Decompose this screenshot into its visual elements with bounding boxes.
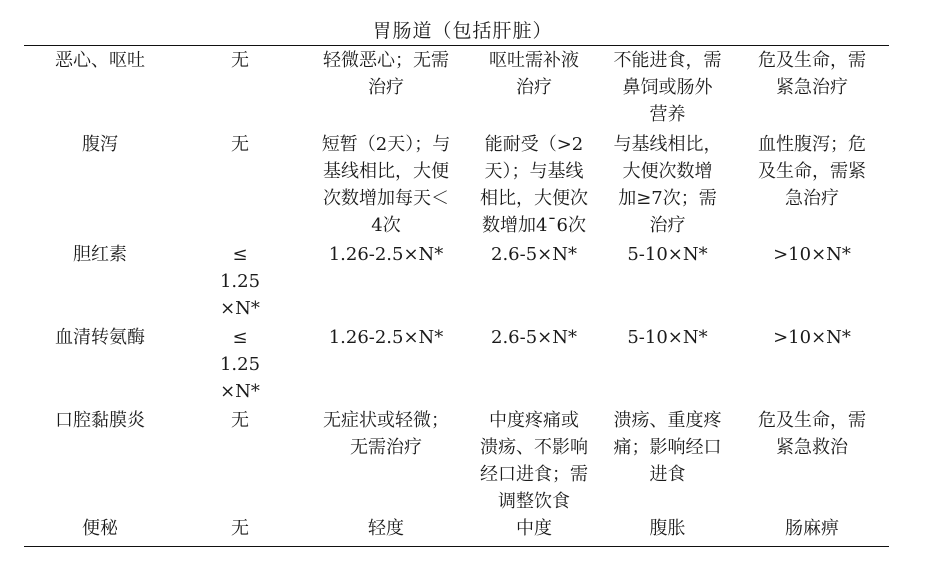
table-row-serum-transaminase <box>24 324 889 407</box>
grade-1-cell: 1.26-2.5×N* <box>328 244 444 265</box>
row-name-cell: 口腔黏膜炎 <box>55 410 145 431</box>
grade-0-cell: 无 <box>231 410 249 431</box>
top-rule <box>24 45 889 46</box>
grade-2-cell: 2.6-5×N* <box>491 244 577 265</box>
grade-0-cell: ≤ 1.25 ×N* <box>219 327 261 402</box>
grade-1-cell: 轻微恶心；无需 治疗 <box>323 50 449 98</box>
grade-3-cell: 溃疡、重度疼 痛；影响经口 进食 <box>613 410 722 485</box>
grade-1-cell: 1.26-2.5×N* <box>328 327 444 348</box>
table-row-constipation <box>24 515 889 542</box>
row-name-cell: 腹泻 <box>82 134 118 155</box>
grade-4-cell: >10×N* <box>773 244 851 265</box>
grade-3-cell: 5-10×N* <box>627 244 708 265</box>
row-name-cell: 血清转氨酶 <box>55 327 145 348</box>
grade-2-cell: 呕吐需补液 治疗 <box>489 50 579 98</box>
row-name-cell: 胆红素 <box>73 244 127 265</box>
grade-2-cell: 中度疼痛或 溃疡、不影响 经口进食；需 调整饮食 <box>480 410 588 512</box>
grade-4-cell: 血性腹泻；危 及生命，需紧 急治疗 <box>758 134 866 209</box>
toxicity-grading-table <box>24 47 889 542</box>
table-row-diarrhea <box>24 131 889 241</box>
table-section-title: 胃肠道（包括肝脏） <box>372 20 553 42</box>
table-row-oral-mucositis <box>24 407 889 515</box>
grade-4-cell: 危及生命，需 紧急救治 <box>758 410 866 458</box>
grade-0-cell: 无 <box>231 134 249 155</box>
grade-0-cell: 无 <box>231 518 249 539</box>
grade-1-cell: 无症状或轻微； 无需治疗 <box>323 410 449 458</box>
grade-1-cell: 轻度 <box>368 518 404 539</box>
grade-4-cell: 肠麻痹 <box>785 518 839 539</box>
row-name-cell: 便秘 <box>82 518 118 539</box>
grade-2-cell: 2.6-5×N* <box>491 327 577 348</box>
bottom-rule <box>24 546 889 547</box>
table-row-nausea-vomiting <box>24 47 889 131</box>
grade-2-cell: 能耐受（>2 天）；与基线 相比，大便次 数增加4¯6次 <box>480 134 588 236</box>
grade-2-cell: 中度 <box>516 518 552 539</box>
row-name-cell: 恶心、呕吐 <box>55 50 145 71</box>
grade-0-cell: 无 <box>231 50 249 71</box>
grade-4-cell: >10×N* <box>773 327 851 348</box>
grade-3-cell: 不能进食，需 鼻饲或肠外 营养 <box>613 50 722 125</box>
table-row-bilirubin <box>24 241 889 324</box>
grade-0-cell: ≤ 1.25 ×N* <box>219 244 261 319</box>
grade-4-cell: 危及生命，需 紧急治疗 <box>758 50 866 98</box>
grade-3-cell: 腹胀 <box>649 518 686 539</box>
grade-1-cell: 短暂（2天）；与 基线相比，大便 次数增加每天＜ 4次 <box>321 134 451 236</box>
grade-3-cell: 与基线相比， 大便次数增 加≥7次；需 治疗 <box>613 134 722 236</box>
grade-3-cell: 5-10×N* <box>627 327 708 348</box>
